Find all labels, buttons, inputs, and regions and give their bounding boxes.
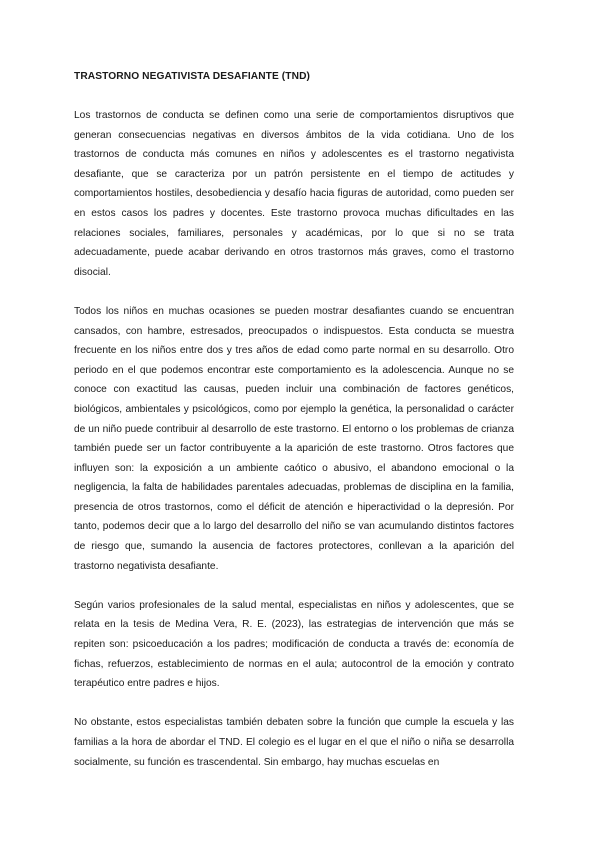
paragraph-interventions: Según varios profesionales de la salud mental, especialistas en niños y adolescentes, que se relata en la tesis de Medina Vera, R. E. (2023), las estrategias de intervención que más se repiten son: psicoeducación a los padres; modificación de conducta a través de: economía de fichas, refuerzos, establecimiento de normas en el aula; autocontrol de la emoción y contrato terapéutico entre padres e hijos. [74, 599, 514, 690]
paragraph-school-family: No obstante, estos especialistas también debaten sobre la función que cumple la escuela y las familias a la hora de abordar el TND. El colegio es el lugar en el que el niño o niña se desarrolla socialmente, su función es trascendental. Sin embargo, hay muchas escuelas en [74, 717, 514, 768]
paragraph-causes: Todos los niños en muchas ocasiones se pueden mostrar desafiantes cuando se encuentran cansados, con hambre, estresados, preocupados o indispuestos. Esta conducta se muestra frecuente en los niños entre dos y tres años de edad como parte normal en su desarrollo. Otro periodo en el que podemos encontrar este comportamiento es la adolescencia. Aunque no se conoce con exactitud las causas, pueden incluir una combinación de factores genéticos, biológicos, ambientales y psicológicos, como por ejemplo la genética, la personalidad o carácter de un niño puede contribuir al desarrollo de este trastorno. El entorno o los problemas de crianza también puede ser un factor contribuyente a la aparición de este trastorno. Otros factores que influyen son: la exposición a un ambiente caótico o abusivo, el abandono emocional o la negligencia, la falta de habilidades parentales adecuadas, problemas de disciplina en la familia, presencia de otros trastornos, como el déficit de atención e hiperactividad o la depresión. Por tanto, podemos decir que a lo largo del desarrollo del niño se van acumulando distintos factores de riesgo que, sumando la ausencia de factores protectores, conllevan a la aparición del trastorno negativista desafiante. [74, 305, 514, 572]
document-title: TRASTORNO NEGATIVISTA DESAFIANTE (TND) [74, 71, 311, 82]
paragraph-definition: Los trastornos de conducta se definen como una serie de comportamientos disruptivos que generan consecuencias negativas en diversos ámbitos de la vida cotidiana. Uno de los trastornos de conducta más comunes en niños y adolescentes es el trastorno negativista desafiante, que se caracteriza por un patrón persistente en el tiempo de actitudes y comportamientos hostiles, desobediencia y desafío hacia figuras de autoridad, como pueden ser en estos casos los padres y docentes. Este trastorno provoca muchas dificultades en las relaciones sociales, familiares, personales y académicas, por lo que si no se trata adecuadamente, puede acabar derivando en otros trastornos más graves, como el trastorno disocial. [74, 110, 514, 278]
